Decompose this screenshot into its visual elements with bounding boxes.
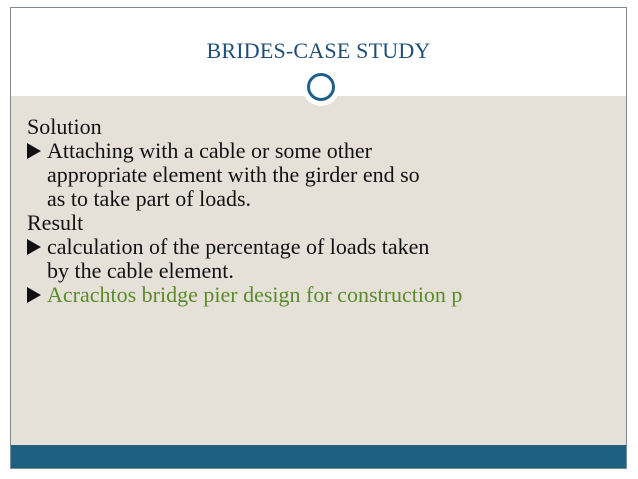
arrow-bullet-icon xyxy=(27,287,41,303)
heading-result: Result xyxy=(27,210,84,235)
slide-title: BRIDES-CASE STUDY xyxy=(206,38,431,63)
bullet-item-3-line-1 xyxy=(27,283,627,307)
arrow-bullet-icon xyxy=(27,239,41,255)
bullet-item-1-line-1 xyxy=(27,139,627,163)
slide-frame xyxy=(10,7,627,469)
content-area xyxy=(11,96,626,447)
bullet-item-1-line-3: as to take part of loads. xyxy=(47,186,252,211)
bullet-item-2-line-2: by the cable element. xyxy=(47,258,234,283)
slide-content xyxy=(27,115,627,307)
circle-ornament-icon xyxy=(302,68,340,106)
bullet-text-highlight: Acrachtos bridge pier design for construction p xyxy=(47,282,463,307)
heading-solution: Solution xyxy=(27,114,102,139)
footer-bar xyxy=(11,445,626,468)
bullet-text: calculation of the percentage of loads taken xyxy=(47,234,430,259)
arrow-bullet-icon xyxy=(27,143,41,159)
bullet-item-2-line-1 xyxy=(27,235,627,259)
bullet-item-1-line-2: appropriate element with the girder end so xyxy=(47,162,420,187)
bullet-text: Attaching with a cable or some other xyxy=(47,138,373,163)
circle-ring-icon xyxy=(307,73,335,101)
